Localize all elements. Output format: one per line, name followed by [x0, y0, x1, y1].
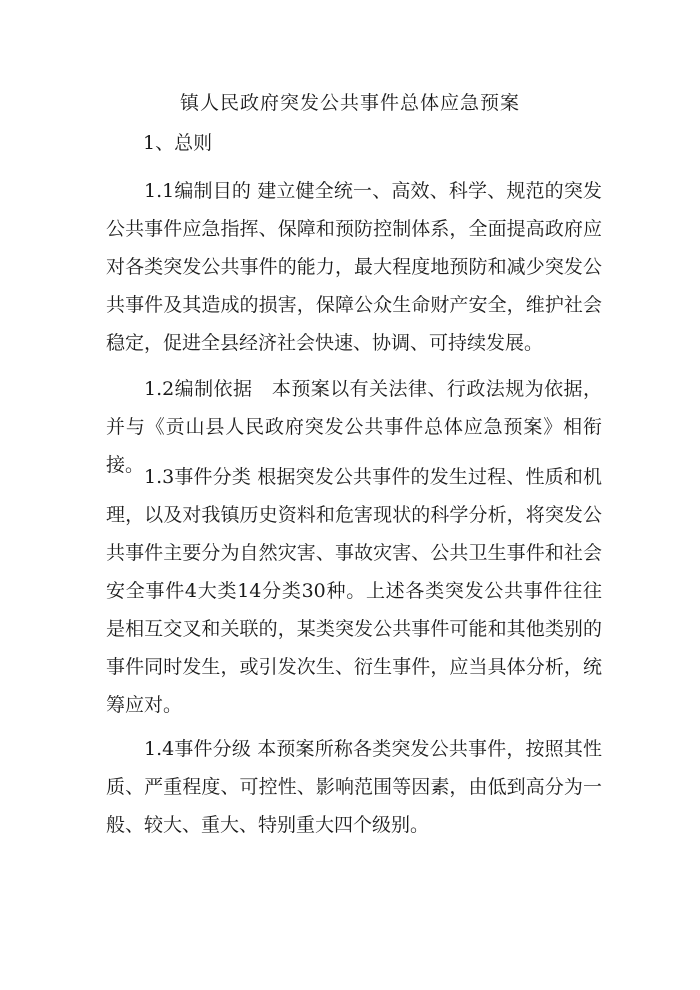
paragraph-text: 本预案以有关法律、行政法规为依据，并与《贡山县人民政府突发公共事件总体应急预案》相衔接。 — [106, 378, 602, 476]
document-title: 镇人民政府突发公共事件总体应急预案 — [179, 92, 520, 114]
paragraph-text: 本预案所称各类突发公共事件，按照其性质、严重程度、可控性、影响范围等因素，由低到高分为一般、较大、重大、特别重大四个级别。 — [106, 738, 602, 836]
paragraph-purpose — [106, 172, 602, 362]
paragraph-heading: 1.1编制目的 — [144, 180, 252, 202]
paragraph-text: 建立健全统一、高效、科学、规范的突发公共事件应急指挥、保障和预防控制体系，全面提高政府应对各类突发公共事件的能力，最大程度地预防和减少突发公共事件及其造成的损害，保障公众生命财产安全，维护社会稳定，促进全县经济社会快速、协调、可持续发展。 — [106, 180, 602, 354]
paragraph-grading — [106, 730, 602, 844]
section-heading: 1、总则 — [143, 132, 213, 154]
paragraph-text: 根据突发公共事件的发生过程、性质和机理，以及对我镇历史资料和危害现状的科学分析，将突发公共事件主要分为自然灾害、事故灾害、公共卫生事件和社会安全事件4大类14分类30种。上述各类突发公共事件往往是相互交叉和关联的，某类突发公共事件可能和其他类别的事件同时发生，或引发次生、衍生事件，应当具体分析，统筹应对。 — [106, 466, 602, 716]
paragraph-heading: 1.2编制依据 — [144, 378, 253, 400]
paragraph-heading: 1.3事件分类 — [144, 466, 252, 488]
paragraph-heading: 1.4事件分级 — [144, 738, 252, 760]
paragraph-classification — [106, 458, 602, 724]
